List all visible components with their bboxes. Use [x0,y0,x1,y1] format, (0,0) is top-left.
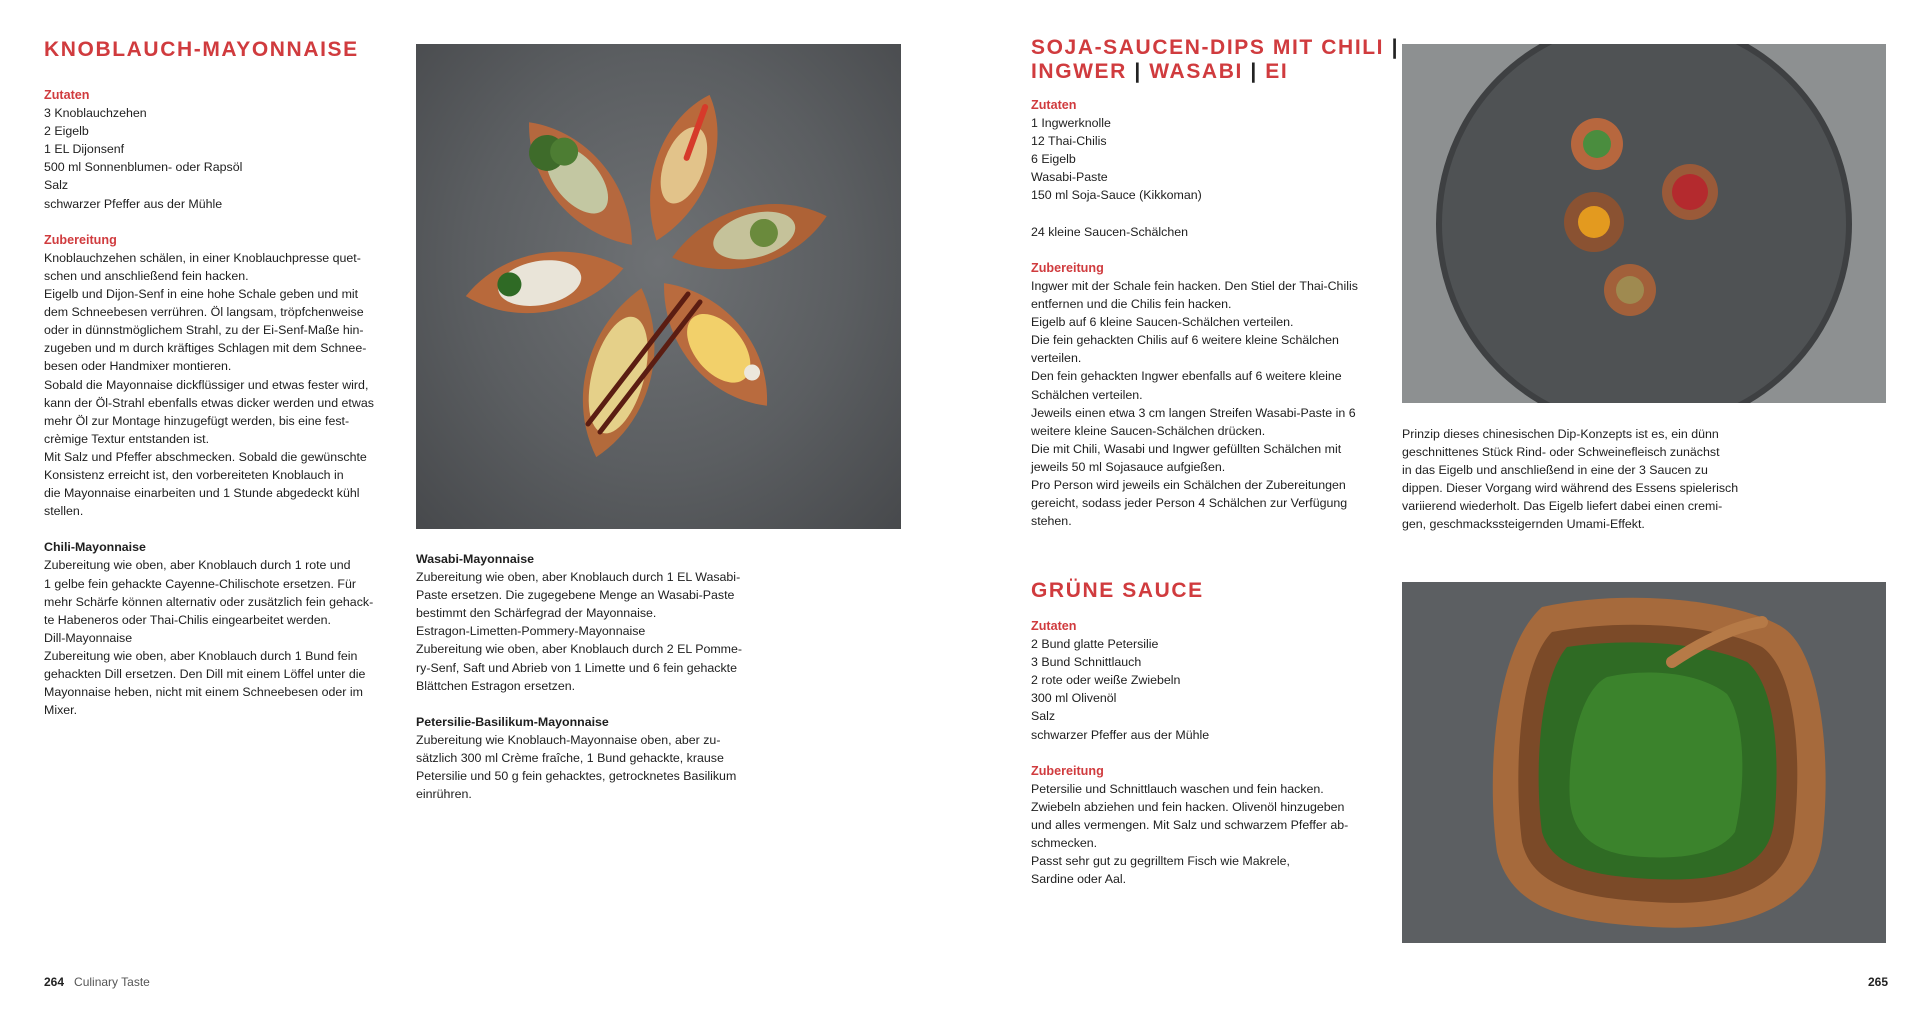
page-footer-left [44,975,150,989]
page-number: 264 [44,975,65,989]
petersilie-basilikum-heading: Petersilie-Basilikum-Mayonnaise [416,714,609,729]
list-item: 3 Bund Schnittlauch [1031,655,1142,670]
list-item: 24 kleine Saucen-Schälchen [1031,224,1189,239]
text-line: Passt sehr gut zu gegrilltem Fisch wie Makrele, [1031,854,1290,869]
gruene-sauce-photo [1402,582,1886,943]
text-line: Die fein gehackten Chilis auf 6 weitere kleine Schälchen [1031,333,1339,348]
text-line: Petersilie und Schnittlauch waschen und fein hacken. [1031,781,1324,796]
text-line: Prinzip dieses chinesischen Dip-Konzepts ist es, ein dünn [1402,427,1719,441]
text-line: Sardine oder Aal. [1031,872,1127,887]
book-title: Culinary Taste [74,975,150,989]
text-line: schmecken. [1031,836,1098,851]
soja-dips-photo [1402,44,1886,403]
text-line: Mayonnaise heben, nicht mit einem Schneebesen oder im [44,685,363,700]
title-text: SOJA-SAUCEN-DIPS MIT CHILI [1031,36,1385,59]
text-line: 1 gelbe fein gehackte Cayenne-Chilischote ersetzen. Für [44,576,357,591]
text-line: stehen. [1031,514,1072,529]
dill-mayonnaise-heading: Dill-Mayonnaise [44,630,133,645]
text-line: gereicht, sodass jeder Person 4 Schälchen zur Verfügung [1031,496,1348,511]
text-line: dippen. Dieser Vorgang wird während des Essens spielerisch [1402,481,1739,496]
text-line: Zubereitung wie Knoblauch-Mayonnaise oben, aber zu- [416,732,721,747]
page-number: 265 [1868,975,1889,989]
title-separator: | [1134,60,1142,83]
list-item: Salz [1031,709,1056,724]
list-item: 12 Thai-Chilis [1031,134,1107,149]
soja-column [1031,36,1400,530]
wasabi-mayonnaise-heading: Wasabi-Mayonnaise [416,552,534,566]
list-item: Salz [44,178,69,193]
gruene-sauce-column [1031,579,1371,888]
text-line: variierend wiederholt. Das Eigelb liefert dabei einen cremi- [1402,499,1723,514]
text-line: gehackten Dill ersetzen. Den Dill mit einem Löffel unter die [44,667,366,681]
text-line: und alles vermengen. Mit Salz und schwarzem Pfeffer ab- [1031,818,1349,833]
zubereitung-heading: Zubereitung [1031,260,1104,275]
list-item: schwarzer Pfeffer aus der Mühle [1031,727,1210,742]
leaf-bowls-illustration [416,44,901,529]
text-line: weitere kleine Saucen-Schälchen drücken. [1031,423,1266,438]
list-item: 1 EL Dijonsenf [44,142,125,157]
text-line: Zwiebeln abziehen und fein hacken. Olivenöl hinzugeben [1031,799,1345,814]
herb-board-illustration [1402,582,1886,943]
text-line: die Mayonnaise einarbeiten und 1 Stunde abgedeckt kühl [44,486,360,501]
text-line: sätzlich 300 ml Crème fraîche, 1 Bund gehackte, krause [416,751,724,766]
text-line: Paste ersetzen. Die zugegebene Menge an Wasabi-Paste [416,588,735,603]
list-item: 2 rote oder weiße Zwiebeln [1031,673,1181,688]
text-line: Zubereitung wie oben, aber Knoblauch durch 1 rote und [44,558,351,573]
text-line: Mixer. [44,703,78,718]
list-item: Wasabi-Paste [1031,170,1108,185]
right-page [960,0,1920,1025]
text-line: besen oder Handmixer montieren. [44,359,232,374]
text-line: zugeben und m durch kräftiges Schlagen mit dem Schnee- [44,341,367,356]
text-line: Mit Salz und Pfeffer abschmecken. Sobald die gewünschte [44,449,367,464]
text-line: Pro Person wird jeweils ein Schälchen der Zubereitungen [1031,477,1346,492]
text-line: einrühren. [416,787,472,802]
text-line: geschnittenes Stück Rind- oder Schweinefleisch zunächst [1402,445,1720,460]
recipe-title-knoblauch: KNOBLAUCH-MAYONNAISE [44,38,359,61]
text-line: Die mit Chili, Wasabi und Ingwer gefüllten Schälchen mit [1031,441,1342,456]
list-item: 1 Ingwerknolle [1031,116,1111,131]
zutaten-heading: Zutaten [44,88,90,102]
text-line: dem Schneebesen verrühren. Öl langsam, tröpfchenweise [44,305,364,320]
text-line: Petersilie und 50 g fein gehacktes, getrocknetes Basilikum [416,769,737,784]
page-footer-right [1868,975,1888,989]
dip-concept-note [1402,425,1762,534]
title-separator: | [1391,36,1400,59]
text-line: Blättchen Estragon ersetzen. [416,678,576,693]
recipe-title-gruene-sauce: GRÜNE SAUCE [1031,579,1204,602]
text-line: Sobald die Mayonnaise dickflüssiger und etwas fester wird, [44,377,369,392]
text-line: mehr Schärfe können alternativ oder zusätzlich fein gehack- [44,594,374,609]
text-line: oder in dünnstmöglichem Strahl, zu der Ei-Senf-Maße hin- [44,323,364,338]
text-line: Zubereitung wie oben, aber Knoblauch durch 2 EL Pomme- [416,642,743,657]
text-line: te Habeneros oder Thai-Chilis eingearbeitet werden. [44,612,331,627]
text-line: gen, geschmackssteigernden Umami-Effekt. [1402,517,1645,532]
text-line: Konsistenz erreicht ist, den vorbereiteten Knoblauch in [44,467,344,482]
text-line: Zubereitung wie oben, aber Knoblauch durch 1 Bund fein [44,648,358,663]
text-line: Knoblauchzehen schälen, in einer Knoblauchpresse quet- [44,250,361,265]
text-line: Zubereitung wie oben, aber Knoblauch durch 1 EL Wasabi- [416,570,741,585]
list-item: 300 ml Olivenöl [1031,691,1117,706]
mayonnaise-variants-column [416,550,776,803]
knoblauch-column [44,38,374,719]
list-item: 500 ml Sonnenblumen- oder Rapsöl [44,160,243,175]
list-item: schwarzer Pfeffer aus der Mühle [44,196,223,211]
text-line: jeweils 50 ml Sojasauce aufgießen. [1031,459,1226,474]
title-text: WASABI [1149,60,1243,83]
text-line: mehr Öl zur Montage hinzugefügt werden, bis eine fest- [44,413,350,428]
list-item: 2 Bund glatte Petersilie [1031,637,1159,652]
dip-bowls-illustration [1402,44,1886,403]
zutaten-heading: Zutaten [1031,619,1077,633]
text-line: bestimmt den Schärfegrad der Mayonnaise. [416,606,657,621]
text-line: schen und anschließend fein hacken. [44,268,249,283]
chili-mayonnaise-heading: Chili-Mayonnaise [44,540,146,555]
text-line: stellen. [44,504,84,519]
title-text: INGWER [1031,60,1127,83]
text-line: Jeweils einen etwa 3 cm langen Streifen Wasabi-Paste in 6 [1031,405,1356,420]
text-line: crèmige Textur entstanden ist. [44,431,210,446]
text-line: in das Eigelb und anschließend in eine der 3 Saucen zu [1402,463,1708,478]
zubereitung-heading: Zubereitung [44,232,117,247]
list-item: 6 Eigelb [1031,152,1076,167]
text-line: Eigelb auf 6 kleine Saucen-Schälchen verteilen. [1031,315,1294,330]
estragon-mayonnaise-heading: Estragon-Limetten-Pommery-Mayonnaise [416,624,646,639]
mayonnaise-leaf-bowls-photo [416,44,901,529]
zutaten-list [44,104,374,213]
zutaten-heading: Zutaten [1031,98,1077,112]
recipe-title-soja [1031,36,1400,84]
zubereitung-text [44,249,374,520]
text-line: Den fein gehackten Ingwer ebenfalls auf 6 weitere kleine [1031,369,1342,384]
text-line: ry-Senf, Saft und Abrieb von 1 Limette und 6 fein gehackte [416,660,737,675]
text-line: kann der Öl-Strahl ebenfalls etwas dicker werden und etwas [44,395,374,410]
title-separator: | [1250,60,1258,83]
list-item: 150 ml Soja-Sauce (Kikkoman) [1031,188,1202,203]
list-item: 3 Knoblauchzehen [44,106,147,121]
title-text: EI [1265,60,1289,83]
text-line: Eigelb und Dijon-Senf in eine hohe Schale geben und mit [44,287,359,302]
list-item: 2 Eigelb [44,124,89,139]
text-line: verteilen. [1031,351,1082,366]
text-line: entfernen und die Chilis fein hacken. [1031,297,1232,312]
zubereitung-heading: Zubereitung [1031,763,1104,778]
text-line: Schälchen verteilen. [1031,387,1143,402]
text-line: Ingwer mit der Schale fein hacken. Den Stiel der Thai-Chilis [1031,278,1358,293]
